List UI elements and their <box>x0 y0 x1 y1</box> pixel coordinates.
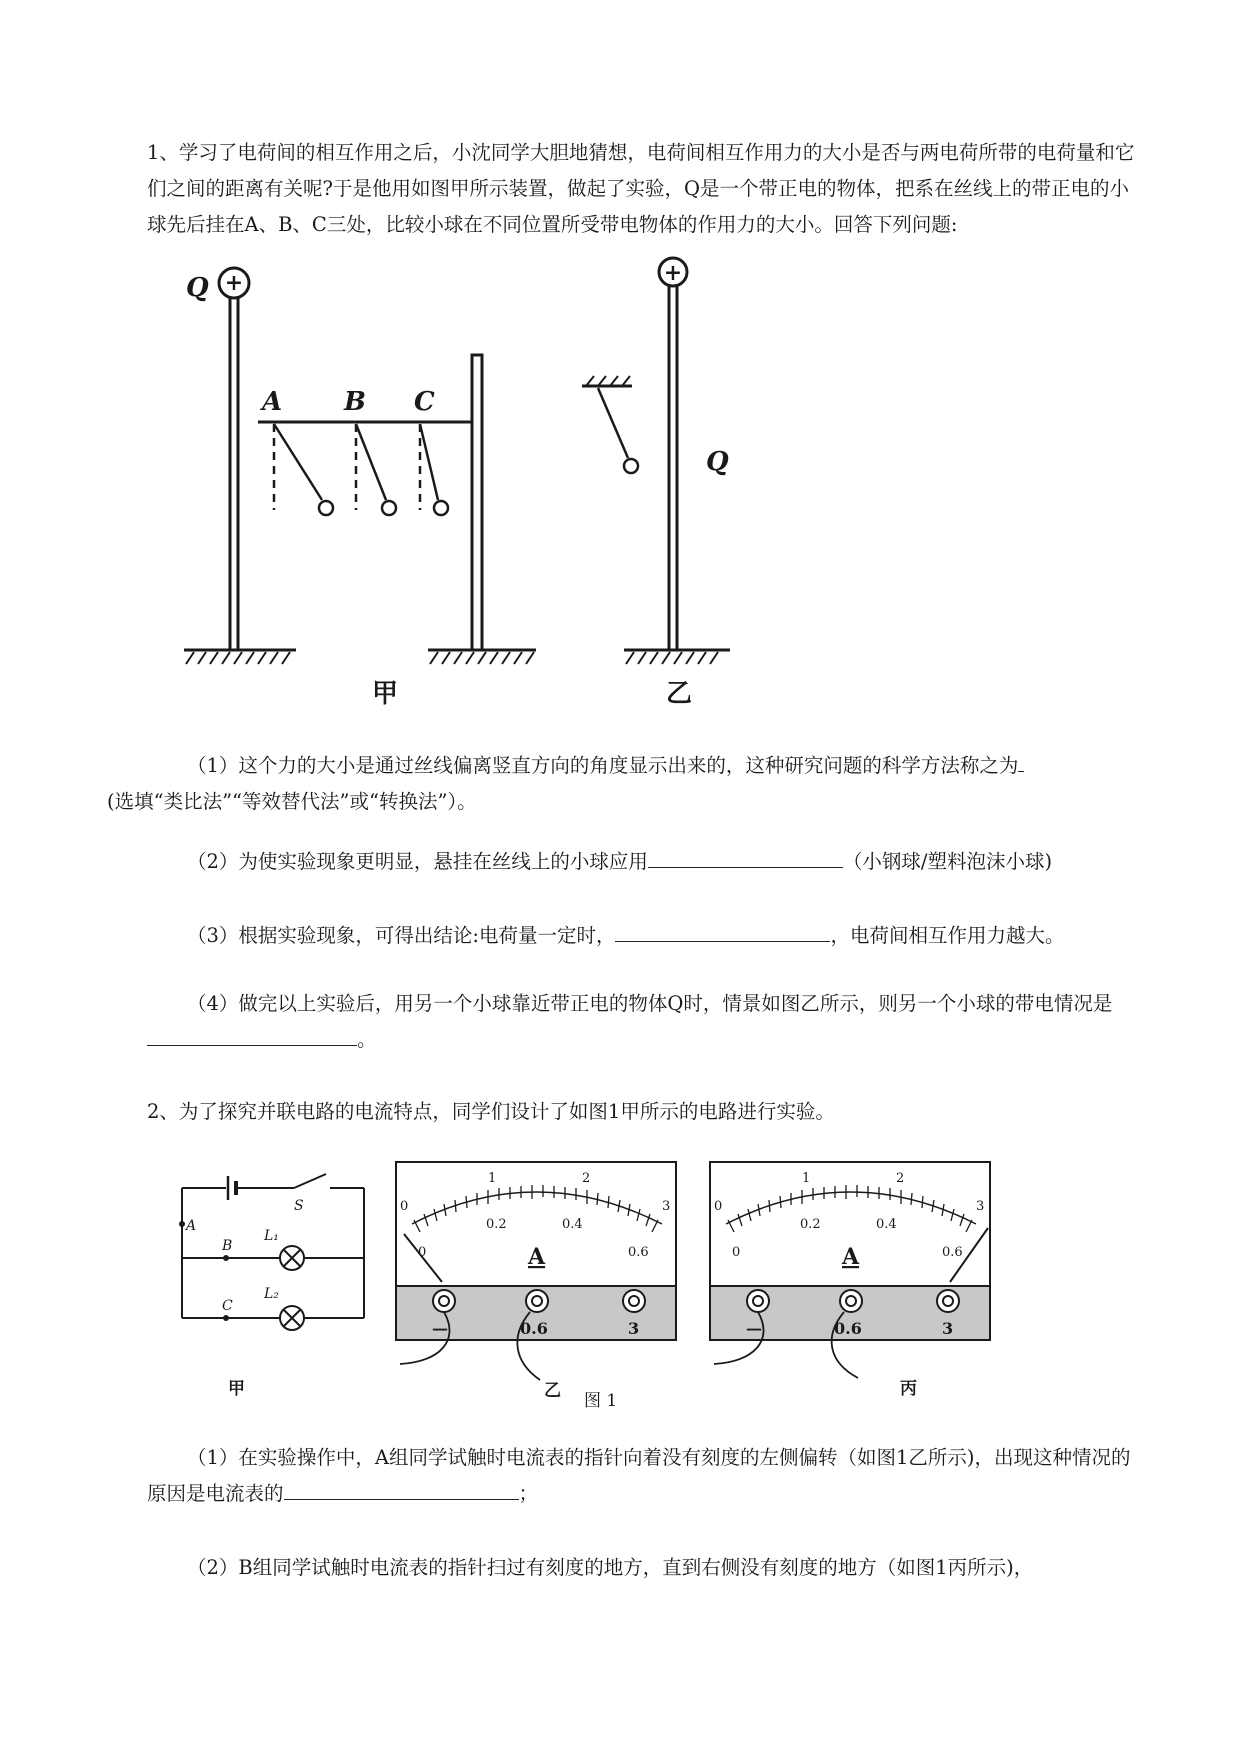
label-q-right: Q <box>706 447 729 477</box>
terminal-minus: — <box>746 1319 762 1338</box>
label-c: C <box>414 387 435 417</box>
top-tick-2: 2 <box>582 1171 591 1186</box>
q2-sub1-text-a: （1）在实验操作中，A组同学试触时电流表的指针向着没有刻度的左侧偏转（如图1乙所示)，出现这种情况的原因是电流表的 <box>147 1446 1131 1505</box>
circuit-diagram <box>182 1174 364 1330</box>
q1-sub4-text-b: 。 <box>357 1028 377 1051</box>
bottom-tick-06: 0.6 <box>942 1245 963 1260</box>
bottom-tick-04: 0.4 <box>876 1217 897 1232</box>
bottom-tick-0: 0 <box>732 1245 741 1260</box>
top-tick-3: 3 <box>976 1199 985 1214</box>
q2-sub1 <box>147 1440 1147 1512</box>
q1-sub2-text-a: （2）为使实验现象更明显，悬挂在丝线上的小球应用 <box>187 850 648 873</box>
label-a: A <box>262 387 283 417</box>
fig1-caption-title: 图 1 <box>584 1391 618 1411</box>
terminal-0-6: 0.6 <box>834 1319 862 1338</box>
top-tick-0: 0 <box>400 1199 409 1214</box>
circuit-label-s: S <box>294 1198 304 1214</box>
label-q-left: Q <box>186 273 209 303</box>
terminal-0-6: 0.6 <box>520 1319 548 1338</box>
q1-sub3-text-b: ，电荷间相互作用力越大。 <box>830 924 1065 947</box>
top-tick-1: 1 <box>488 1171 497 1186</box>
circuit-label-c: C <box>222 1298 233 1314</box>
q2-sub2: （2）B组同学试触时电流表的指针扫过有刻度的地方，直到右侧没有刻度的地方（如图1丙所示)， <box>187 1556 1034 1579</box>
ammeter-yi <box>396 1162 676 1380</box>
bottom-tick-06: 0.6 <box>628 1245 649 1260</box>
fig1-caption-yi: 乙 <box>544 1381 561 1401</box>
bottom-tick-02: 0.2 <box>486 1217 507 1232</box>
q2-intro: 2、为了探究并联电路的电流特点，同学们设计了如图1甲所示的电路进行实验。 <box>147 1100 835 1123</box>
ammeter-bing <box>710 1162 990 1378</box>
circuit-label-l1: L₁ <box>264 1228 279 1244</box>
node-b-dot <box>223 1255 229 1261</box>
q1-sub3-text-a: （3）根据实验现象，可得出结论:电荷量一定时， <box>187 924 616 947</box>
node-a-dot <box>179 1221 185 1227</box>
q1-sub1-text-a: （1）这个力的大小是通过丝线偏离竖直方向的角度显示出来的，这种研究问题的科学方法称之为 <box>187 754 1019 777</box>
caption-jia: 甲 <box>372 679 399 709</box>
bottom-tick-0: 0 <box>418 1245 427 1260</box>
plus-sign-left: + <box>224 270 244 296</box>
terminal-3: 3 <box>942 1319 954 1338</box>
q2-sub1-text-b: ； <box>518 1482 539 1505</box>
circuit-label-l2: L₂ <box>264 1286 279 1302</box>
caption-yi: 乙 <box>666 679 693 709</box>
bottom-tick-04: 0.4 <box>562 1217 583 1232</box>
terminal-minus: — <box>432 1319 448 1338</box>
q1-sub2-text-b: （小钢球/塑料泡沫小球) <box>842 850 1053 873</box>
top-tick-1: 1 <box>802 1171 811 1186</box>
fig1-caption-jia: 甲 <box>228 1379 245 1399</box>
plus-sign-right: + <box>663 260 683 286</box>
top-tick-3: 3 <box>662 1199 671 1214</box>
meter-unit-a: A <box>528 1244 546 1270</box>
meter-unit-a: A <box>842 1244 860 1270</box>
node-c-dot <box>223 1315 229 1321</box>
fig1-caption-bing: 丙 <box>900 1379 917 1399</box>
q2-sub1-blank[interactable] <box>284 1479 519 1500</box>
top-tick-2: 2 <box>896 1171 905 1186</box>
q1-intro: 1、学习了电荷间的相互作用之后，小沈同学大胆地猜想，电荷间相互作用力的大小是否与两电荷所带的电荷量和它们之间的距离有关呢?于是他用如图甲所示装置，做起了实验，Q是一个带正电的物体，把系在丝线上的带正电的小球先后挂在A、B、C三处，比较小球在不同位置所受带电物体的作用力的大小。回答下列问题: <box>147 141 1135 236</box>
bottom-tick-02: 0.2 <box>800 1217 821 1232</box>
terminal-3: 3 <box>628 1319 640 1338</box>
circuit-label-a: A <box>186 1218 197 1234</box>
q1-sub1-text-b: (选填“类比法”“等效替代法”或“转换法”）。 <box>107 790 477 813</box>
q1-sub4-text-a: （4）做完以上实验后，用另一个小球靠近带正电的物体Q时，情景如图乙所示，则另一个小球的带电情况是 <box>187 992 1113 1015</box>
top-tick-0: 0 <box>714 1199 723 1214</box>
label-b: B <box>344 387 366 417</box>
circuit-label-b: B <box>222 1238 233 1254</box>
